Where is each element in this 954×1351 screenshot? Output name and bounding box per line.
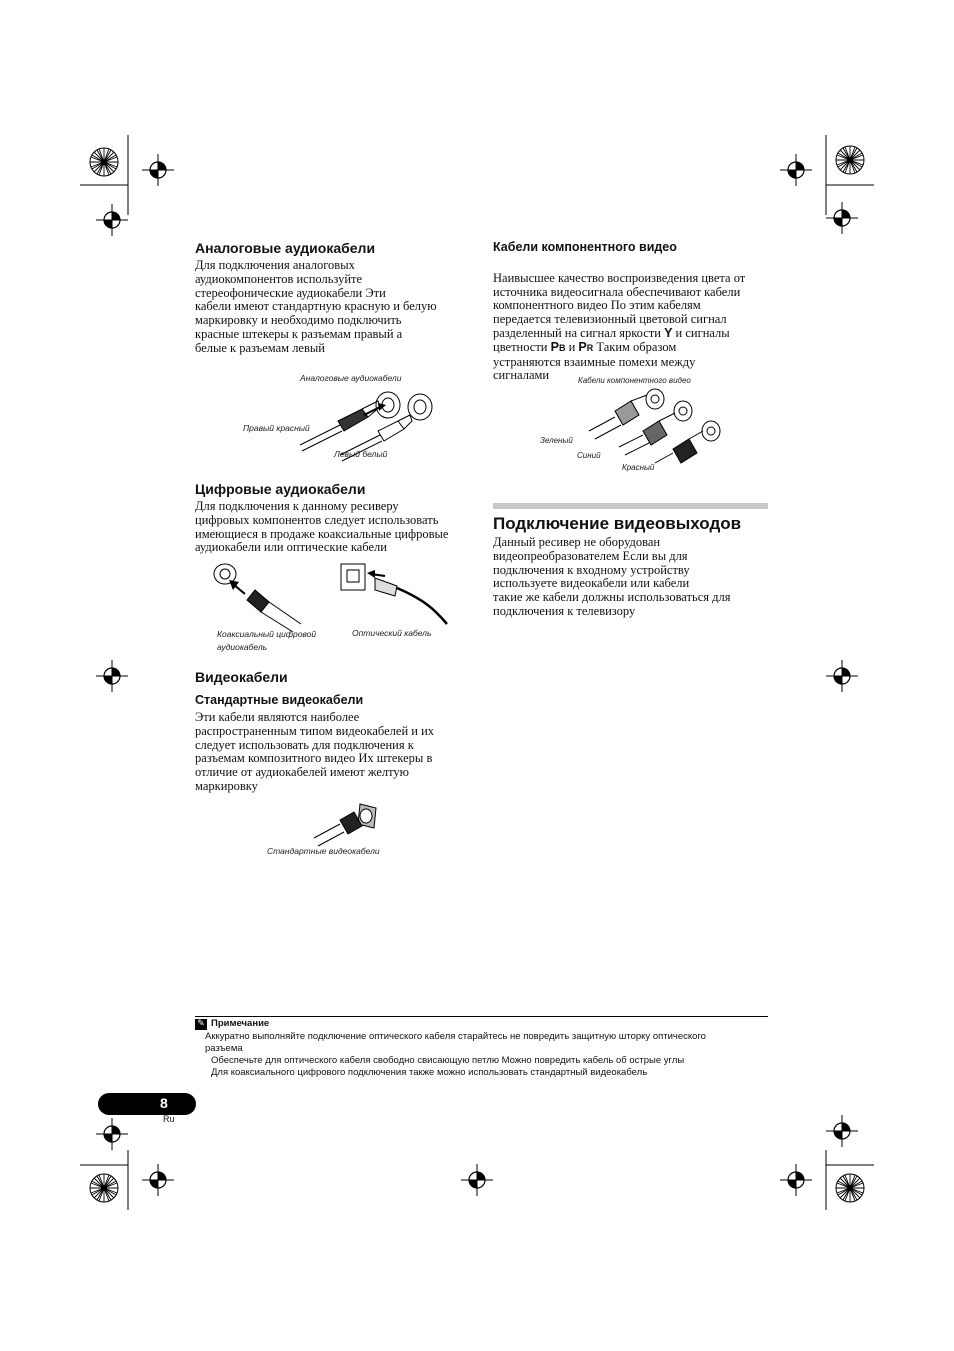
analog-label-left: Левый белый bbox=[334, 449, 388, 459]
page-number-tab bbox=[98, 1093, 196, 1115]
component-figure-caption: Кабели компонентного видео bbox=[578, 376, 691, 385]
video-text: Эти кабели являются наиболее распространенным типом видеокабелей и их следует использовать для подключения к разъемам композитного видео Их штекеры в отличие от аудиокабелей имеют желтую маркировку bbox=[195, 710, 435, 793]
note-item-1: Аккуратно выполняйте подключение оптического кабеля старайтесь не повредить защитную шторку оптического разъема bbox=[205, 1031, 706, 1054]
luminance-y: Y bbox=[664, 325, 673, 340]
video-cable-illustration bbox=[310, 800, 390, 850]
digital-heading: Цифровые аудиокабели bbox=[195, 481, 366, 497]
note-title: Примечание bbox=[211, 1018, 270, 1029]
video-figure-caption: Стандартные видеокабели bbox=[267, 846, 380, 856]
analog-text: Для подключения аналоговых аудиокомпонентов используйте стереофонические аудиокабели Эти кабели имеют стандартную красную и белую маркировку и необходимо подключить красные штекеры к разъемам правый а белые к разъемам левый bbox=[195, 258, 437, 355]
coax-cable-illustration bbox=[205, 560, 315, 630]
component-text-mid: и сигналы цветности bbox=[493, 325, 730, 354]
video-subheading: Стандартные видеокабели bbox=[195, 693, 364, 707]
analog-label-right: Правый красный bbox=[243, 423, 310, 433]
section-divider-bar bbox=[493, 503, 768, 509]
coax-caption: Коаксиальный цифровой аудиокабель bbox=[217, 629, 317, 652]
component-label-red: Красный bbox=[622, 463, 655, 472]
digital-text: Для подключения к данному ресиверу цифровых компонентов следует использовать имеющиеся в продаже коаксиальные цифровые аудиокабели или оптические кабели bbox=[195, 499, 449, 555]
component-text-pre: Наивысшее качество воспроизведения цвета от источника видеосигнала обеспечивают кабели компонентного видео По этим кабелям передается телевизионный цветовой сигнал разделенный на сигнал яркости bbox=[493, 270, 746, 340]
pr-label: PR bbox=[578, 339, 594, 354]
component-text-post: Таким образом устраняются взаимные помехи между сигналами bbox=[493, 339, 696, 383]
note-icon: ✎ bbox=[195, 1019, 207, 1030]
video-heading: Видеокабели bbox=[195, 669, 288, 685]
output-text: Данный ресивер не оборудован видеопреобразователем Если вы для подключения к входному устройству используете видеокабели или кабели такие же кабели должны использоваться для подключения к телевизору bbox=[493, 535, 731, 618]
pb-label: PB bbox=[550, 339, 566, 354]
component-label-blue: Синий bbox=[577, 451, 601, 460]
analog-heading: Аналоговые аудиокабели bbox=[195, 240, 376, 256]
component-text: Наивысшее качество воспроизведения цвета от источника видеосигнала обеспечивают кабели компонентного видео По этим кабелям передается телевизионный цветовой сигнал разделенный на сигнал яркости Y и сигналы цветности PB и PR Таким образом устраняются взаимные помехи между сигналами bbox=[493, 270, 746, 383]
note-rule bbox=[195, 1016, 768, 1017]
page-lang: Ru bbox=[163, 1114, 175, 1124]
note-item-3: Для коаксиального цифрового подключения также можно использовать стандартный видеокабель bbox=[211, 1067, 648, 1078]
page-number: 8 bbox=[160, 1095, 168, 1111]
optical-caption: Оптический кабель bbox=[352, 628, 432, 638]
output-heading: Подключение видеовыходов bbox=[493, 514, 742, 533]
note-item-2: Обеспечьте для оптического кабеля свободно свисающую петлю Можно повредить кабель об острые углы bbox=[211, 1055, 685, 1066]
component-label-green: Зеленый bbox=[540, 436, 573, 445]
analog-figure-caption: Аналоговые аудиокабели bbox=[300, 373, 402, 383]
optical-cable-illustration bbox=[335, 560, 455, 630]
component-heading: Кабели компонентного видео bbox=[493, 240, 677, 254]
